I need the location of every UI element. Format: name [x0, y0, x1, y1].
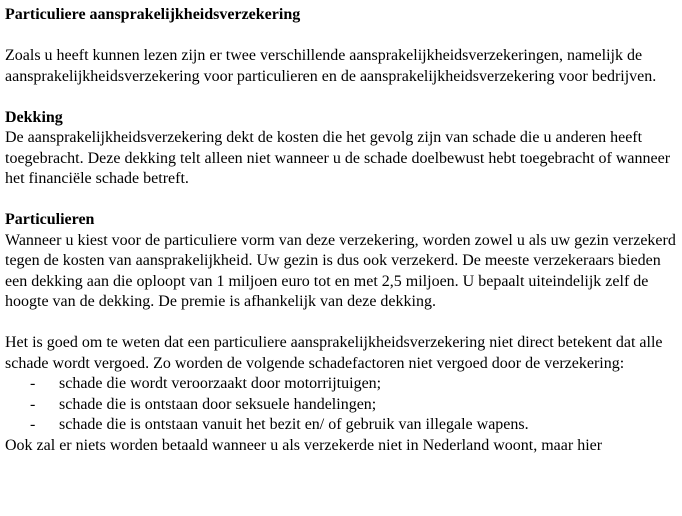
list-item	[5, 374, 677, 395]
exclusions-list	[5, 374, 677, 436]
section-text-particulieren: Wanneer u kiest voor de particuliere vorm van deze verzekering, worden zowel u als uw gezin verzekerd tegen de kosten van aansprakelijkheid. Uw gezin is dus ook verzekerd. De meeste verzekeraars bieden een dekking aan die oploopt van 1 miljoen euro tot en met 2,5 miljoen. U bepaalt uiteindelijk zelf de hoogte van de dekking. De premie is afhankelijk van deze dekking.	[5, 231, 676, 310]
bullet-dash: -	[30, 375, 36, 392]
paragraph-spacer	[5, 190, 677, 211]
paragraph-spacer	[5, 313, 677, 334]
section-heading-dekking: Dekking	[5, 108, 63, 126]
exclusions-intro: Het is goed om te weten dat een particuliere aansprakelijkheidsverzekering niet direct betekent dat alle schade wordt vergoed. Zo worden de volgende schadefactoren niet vergoed door de verzekering:	[5, 334, 663, 372]
section-text-dekking: De aansprakelijkheidsverzekering dekt de kosten die het gevolg zijn van schade die u anderen heeft toegebracht. Deze dekking telt alleen niet wanneer u de schade doelbewust hebt toegebracht of wanneer het financiële schade betreft.	[5, 129, 671, 187]
paragraph-spacer	[5, 87, 677, 108]
document-title: Particuliere aansprakelijkheidsverzekering	[5, 6, 301, 23]
list-item-text: schade die wordt veroorzaakt door motorrijtuigen;	[59, 375, 382, 392]
bullet-dash: -	[30, 395, 36, 413]
list-item-text: schade die is ontstaan vanuit het bezit en/ of gebruik van illegale wapens.	[59, 416, 529, 433]
intro-paragraph: Zoals u heeft kunnen lezen zijn er twee verschillende aansprakelijkheidsverzekeringen, namelijk de aansprakelijkheidsverzekering voor particulieren en de aansprakelijkheidsverzekering voor bedrijven.	[5, 47, 657, 85]
list-item	[5, 415, 677, 436]
list-item	[5, 395, 677, 416]
list-item-text: schade die is ontstaan door seksuele handelingen;	[59, 395, 377, 413]
section-heading-particulieren: Particulieren	[5, 211, 95, 228]
paragraph-spacer	[5, 26, 677, 47]
document-body	[5, 5, 677, 456]
closing-paragraph: Ook zal er niets worden betaald wanneer u als verzekerde niet in Nederland woont, maar hier	[5, 436, 603, 454]
bullet-dash: -	[30, 416, 36, 433]
